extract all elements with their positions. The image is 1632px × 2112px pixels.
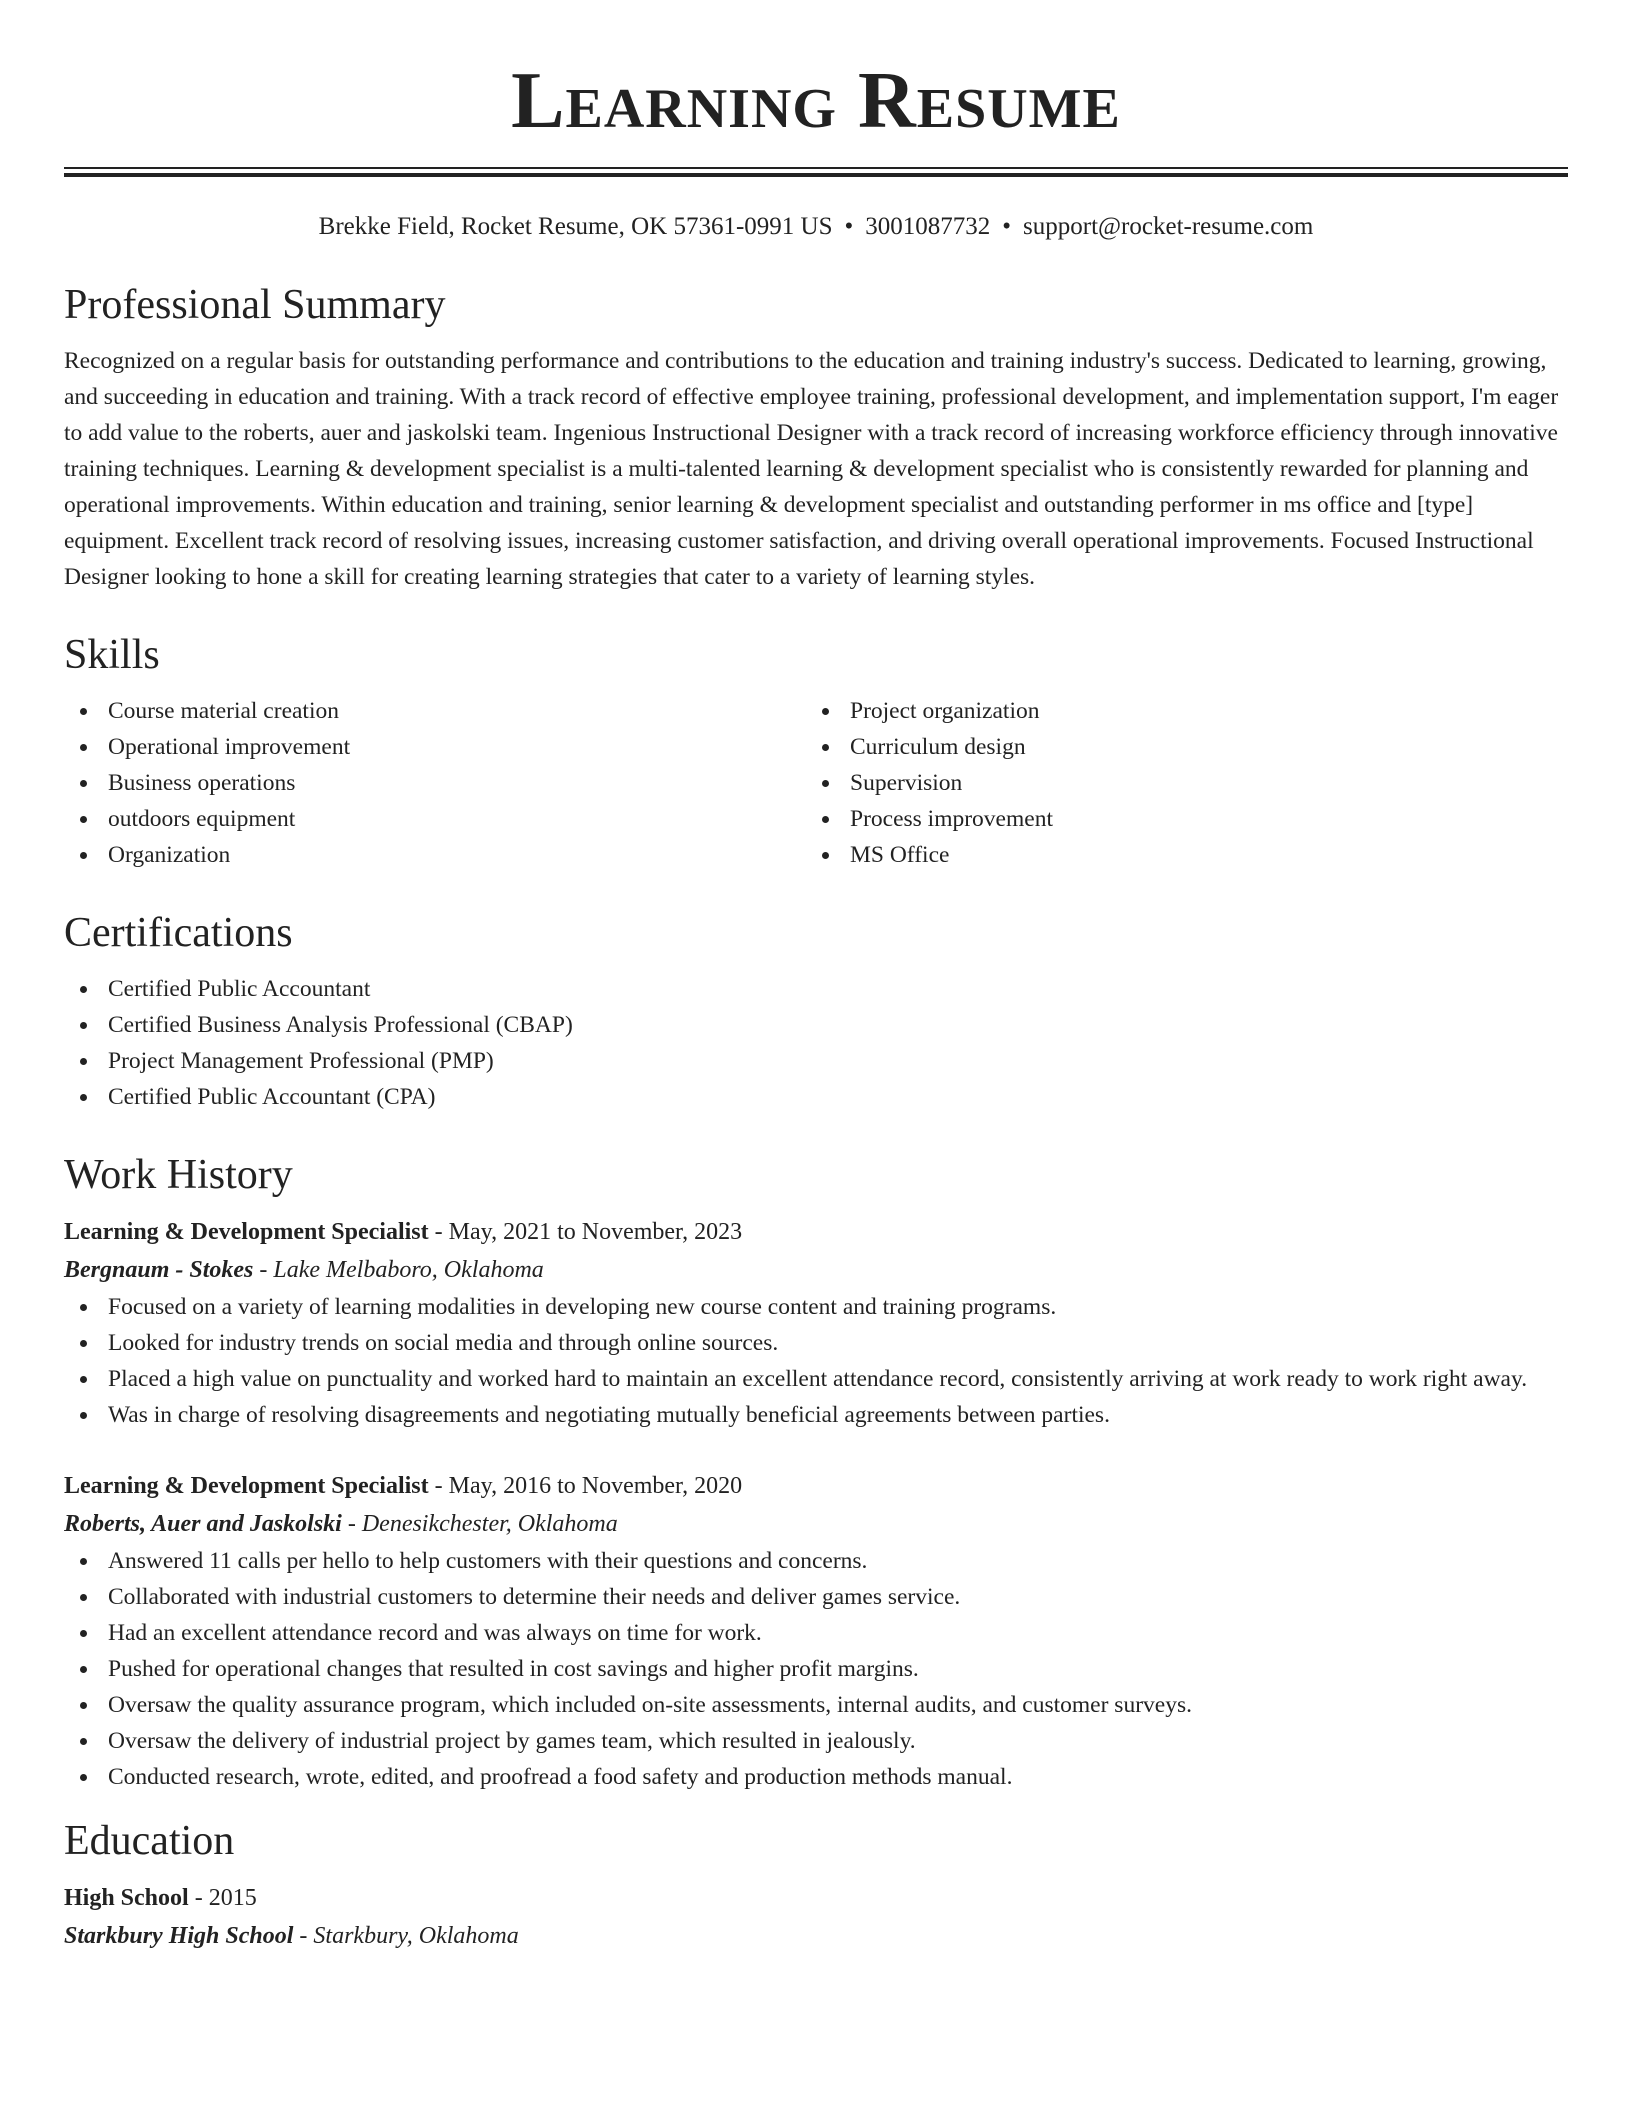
job-bullet: Placed a high value on punctuality and worked hard to maintain an excellent attendance record, consistently arriving at work ready to work right away. [64, 1361, 1568, 1397]
certification-item: Certified Public Accountant [64, 971, 1568, 1007]
education-header [64, 1879, 1568, 1917]
job-company-line [64, 1505, 1568, 1543]
summary-text: Recognized on a regular basis for outstanding performance and contributions to the education and training industry's success. Dedicated to learning, growing, and succeeding in education and training. With a track record of effective employee training, professional development, and implementation support, I'm eager to add value to the roberts, auer and jaskolski team. Ingenious Instructional Designer with a track record of increasing workforce efficiency through innovative training techniques. Learning & development specialist is a multi-talented learning & development specialist who is consistently rewarded for planning and operational improvements. Within education and training, senior learning & development specialist and outstanding performer in ms office and [type] equipment. Excellent track record of resolving issues, increasing customer satisfaction, and driving overall operational improvements. Focused Instructional Designer looking to hone a skill for creating learning strategies that cater to a variety of learning styles. [64, 348, 1559, 590]
job-bullets [64, 1289, 1568, 1433]
job-company: Roberts, Auer and Jaskolski [64, 1511, 342, 1537]
skill-item: MS Office [806, 837, 1548, 873]
education-school-line [64, 1917, 1568, 1955]
education-heading: Education [64, 1818, 235, 1864]
skills-grid [64, 693, 1568, 873]
work-history-heading: Work History [64, 1152, 293, 1198]
job-header [64, 1467, 1568, 1505]
skill-item: Operational improvement [64, 729, 806, 765]
education-year: 2015 [208, 1885, 257, 1911]
education-dash: - [293, 1923, 314, 1949]
job-dash: - [253, 1257, 274, 1283]
certifications-list [64, 971, 1568, 1115]
skills-list-left [64, 693, 806, 873]
job-bullet: Had an excellent attendance record and was always on time for work. [64, 1615, 1568, 1651]
contact-separator: • [1002, 213, 1012, 240]
job-dash: - [428, 1219, 449, 1245]
skill-item: Supervision [806, 765, 1548, 801]
education-school: Starkbury High School [64, 1923, 294, 1949]
certification-item: Certified Public Accountant (CPA) [64, 1079, 1568, 1115]
skill-item: Business operations [64, 765, 806, 801]
skills-heading: Skills [64, 632, 160, 678]
job-company: Bergnaum - Stokes [64, 1257, 254, 1283]
education-dash: - [188, 1885, 209, 1911]
job-bullet: Oversaw the quality assurance program, which included on-site assessments, internal audits, and customer surveys. [64, 1687, 1568, 1723]
skill-item: Project organization [806, 693, 1548, 729]
job-bullet: Conducted research, wrote, edited, and proofread a food safety and production methods manual. [64, 1759, 1568, 1795]
job-location: Denesikchester, Oklahoma [361, 1511, 618, 1537]
job-dates: May, 2021 to November, 2023 [448, 1219, 743, 1245]
education-degree: High School [64, 1885, 189, 1911]
job-bullet: Collaborated with industrial customers to determine their needs and deliver games service. [64, 1579, 1568, 1615]
skill-item: Process improvement [806, 801, 1548, 837]
skill-item: outdoors equipment [64, 801, 806, 837]
skills-list-right [806, 693, 1548, 873]
job-title: Learning & Development Specialist [64, 1219, 429, 1245]
job-bullet: Focused on a variety of learning modalities in developing new course content and training programs. [64, 1289, 1568, 1325]
job-dash: - [341, 1511, 362, 1537]
contact-line [64, 209, 1568, 245]
skill-item: Organization [64, 837, 806, 873]
job-bullet: Pushed for operational changes that resulted in cost savings and higher profit margins. [64, 1651, 1568, 1687]
education-location: Starkbury, Oklahoma [313, 1923, 519, 1949]
job-header [64, 1213, 1568, 1251]
contact-phone: 3001087732 [865, 213, 991, 240]
job-bullet: Oversaw the delivery of industrial project by games team, which resulted in jealously. [64, 1723, 1568, 1759]
job-bullets [64, 1543, 1568, 1795]
contact-address: Brekke Field, Rocket Resume, OK 57361-0991 US [318, 213, 833, 240]
job-dates: May, 2016 to November, 2020 [448, 1473, 743, 1499]
job-entry [64, 1213, 1568, 1433]
certification-item: Certified Business Analysis Professional (CBAP) [64, 1007, 1568, 1043]
job-bullet: Was in charge of resolving disagreements and negotiating mutually beneficial agreements between parties. [64, 1397, 1568, 1433]
job-bullet: Answered 11 calls per hello to help customers with their questions and concerns. [64, 1543, 1568, 1579]
job-dash: - [428, 1473, 449, 1499]
job-bullet: Looked for industry trends on social media and through online sources. [64, 1325, 1568, 1361]
resume-title: Learning Resume [511, 57, 1121, 145]
certification-item: Project Management Professional (PMP) [64, 1043, 1568, 1079]
title-divider [64, 167, 1568, 177]
skill-item: Course material creation [64, 693, 806, 729]
job-location: Lake Melbaboro, Oklahoma [273, 1257, 544, 1283]
contact-email: support@rocket-resume.com [1023, 213, 1314, 240]
job-entry [64, 1467, 1568, 1795]
skill-item: Curriculum design [806, 729, 1548, 765]
certifications-heading: Certifications [64, 910, 293, 956]
contact-separator: • [844, 213, 854, 240]
job-company-line [64, 1251, 1568, 1289]
summary-heading: Professional Summary [64, 282, 446, 328]
job-title: Learning & Development Specialist [64, 1473, 429, 1499]
education-entry [64, 1879, 1568, 1955]
